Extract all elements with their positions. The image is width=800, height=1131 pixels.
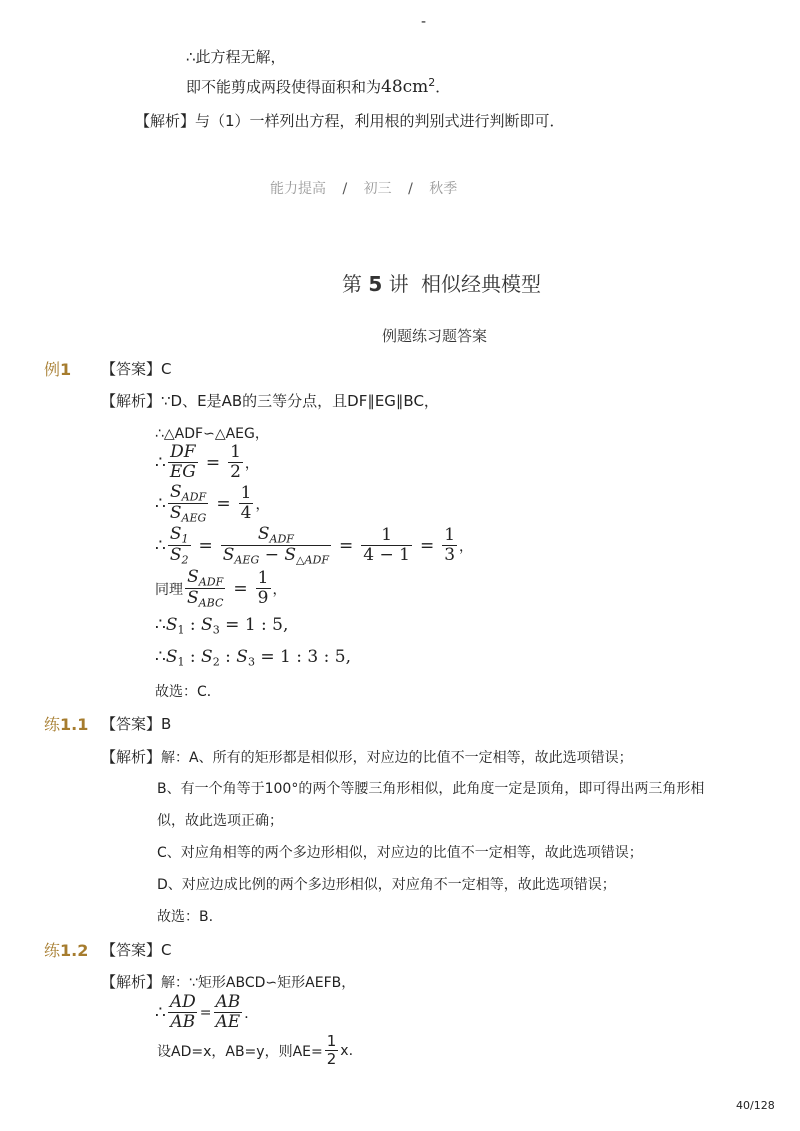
equals-sign: =	[205, 452, 221, 473]
exponent: 2	[428, 76, 436, 89]
conclusion: 故选：C．	[155, 684, 221, 700]
subscript: ADF	[269, 532, 294, 546]
answer-value: C	[161, 360, 172, 378]
denominator: 3	[444, 545, 456, 566]
analysis-text: 解：∵矩形ABCD∽矩形AEFB，	[161, 975, 356, 991]
text-fragment: 即不能剪成两段使得面积和为	[186, 78, 382, 96]
fraction	[325, 1034, 339, 1067]
fraction: $\frac{S_{ADF}}{S_{AEG} - S_{\triangle ADF}}$	[222, 524, 330, 567]
breadcrumb-separator: /	[408, 181, 413, 197]
subscript: ADF	[181, 490, 207, 504]
breadcrumb-item: 能力提高	[270, 181, 326, 197]
page-number: 40/128	[736, 1099, 775, 1112]
fraction	[228, 444, 243, 482]
ratio-value: 1 : 3 : 5,	[280, 647, 351, 667]
numerator: 1	[230, 442, 241, 462]
text-fragment: ．	[435, 78, 451, 96]
equals-sign: =	[216, 494, 231, 515]
chapter-number: 5	[368, 272, 383, 296]
text-line: 似，故此选项正确；	[157, 813, 283, 829]
chapter-title	[342, 268, 541, 297]
ratio-value: 1 : 5,	[244, 615, 289, 635]
label-char: 练	[44, 715, 61, 734]
subscript: △ADF	[296, 553, 330, 567]
equals-sign: =	[339, 536, 354, 557]
analysis-tag: 【解析】	[101, 392, 162, 410]
practice-label	[44, 712, 88, 735]
answer-line	[101, 939, 172, 960]
text-line: D、对应边成比例的两个多边形相似，对应角不一定相等，故此选项错误；	[157, 877, 616, 893]
numerator: AD	[169, 992, 196, 1012]
comma: ，	[272, 582, 287, 599]
denominator: 4 − 1	[363, 545, 410, 566]
chapter-mid: 讲	[388, 272, 409, 296]
breadcrumb-item: 初三	[363, 181, 392, 197]
breadcrumb-separator: /	[342, 181, 348, 197]
label-char: 练	[44, 941, 61, 960]
fraction: $\frac{S_{ADF}}{S_{ABC}}$	[187, 567, 224, 610]
text-line: B、有一个角等于100°的两个等腰三角形相似，此角度一定是顶角，即可得出两三角形相	[157, 781, 705, 797]
comma: ，	[255, 497, 270, 514]
analysis-tag: 【解析】	[101, 748, 162, 766]
math-value: 48cm	[381, 77, 429, 97]
answer-tag: 【答案】	[101, 715, 162, 733]
therefore-symbol: ∴	[155, 494, 166, 515]
text-fragment: x.	[340, 1042, 354, 1059]
analysis-line	[101, 746, 633, 767]
label-number: 1.2	[60, 941, 89, 960]
answer-line	[101, 358, 172, 379]
fraction: $\frac{S_1}{S_2}$	[169, 524, 189, 567]
equals-sign: =	[419, 536, 435, 557]
formula-line	[155, 526, 473, 566]
fraction	[442, 527, 457, 565]
chapter-name: 相似经典模型	[421, 272, 541, 296]
analysis-line	[101, 390, 439, 411]
text-line	[157, 1034, 353, 1067]
text-fragment: 设AD=x，AB=y，则AE=	[157, 1043, 323, 1060]
fraction	[213, 994, 242, 1032]
formula-line	[155, 444, 259, 482]
analysis-text: ∵D、E是AB的三等分点，且DF∥EG∥BC，	[161, 392, 439, 410]
comma: ，	[244, 455, 259, 472]
comma: ，	[459, 539, 474, 556]
text-line: ∴△ADF∽△AEG，	[155, 426, 269, 442]
section-subtitle: 例题练习题答案	[382, 327, 488, 345]
analysis-line	[101, 971, 355, 992]
header-mark: -	[421, 14, 427, 30]
analysis-tag: 【解析】	[101, 973, 162, 991]
answer-tag: 【答案】	[101, 360, 162, 378]
fraction: $\frac{S_{ADF}}{S_{AEG}}$	[169, 482, 207, 525]
label-char: 例	[44, 360, 61, 379]
equals-sign: =	[233, 579, 248, 600]
answer-tag: 【答案】	[101, 941, 162, 959]
text-line: ∴此方程无解，	[186, 48, 286, 66]
denominator: AB	[170, 1011, 196, 1032]
numerator: 1	[240, 483, 252, 504]
subscript: ADF	[198, 575, 224, 589]
numerator: 1	[257, 568, 269, 589]
fraction	[239, 485, 254, 523]
answer-value: C	[161, 941, 172, 959]
therefore-symbol: ∴	[155, 647, 166, 667]
analysis-text: 与（1）一样列出方程，利用根的判别式进行判断即可．	[195, 112, 565, 130]
therefore-symbol: ∴	[155, 452, 166, 473]
numerator: 1	[326, 1032, 337, 1050]
analysis-tag: 【解析】	[135, 112, 196, 130]
example-label	[44, 357, 71, 380]
fraction	[168, 994, 198, 1032]
analysis-text: 解：A、所有的矩形都是相似形，对应边的比值不一定相等，故此选项错误；	[161, 750, 633, 766]
label-number: 1	[60, 360, 72, 379]
label-number: 1.1	[60, 715, 89, 734]
text-line	[186, 76, 450, 97]
equals-sign: =	[198, 536, 213, 557]
breadcrumb-item: 秋季	[429, 181, 458, 197]
breadcrumb	[270, 178, 457, 198]
numerator: 1	[444, 525, 456, 546]
fraction	[361, 527, 412, 565]
formula-line	[155, 994, 258, 1032]
formula-line: $\therefore S_1$ : $S_2$ : $S_3 = 1$ : 3 : 5,	[155, 647, 351, 669]
therefore-symbol: ∴	[155, 536, 166, 557]
denominator: EG	[169, 461, 196, 482]
conclusion: 故选：B.	[157, 909, 214, 925]
chapter-prefix: 第	[342, 272, 362, 296]
answer-value: B	[161, 715, 172, 733]
formula-line: $\therefore S_1$ : $S_3 = 1$ : 5,	[155, 615, 289, 637]
denominator: 9	[257, 588, 269, 609]
text-fragment: 同理	[155, 582, 183, 599]
subscript: AEG	[181, 511, 207, 525]
formula-line	[155, 569, 287, 609]
text-line: C、对应角相等的两个多边形相似，对应边的比值不一定相等，故此选项错误；	[157, 845, 643, 861]
numerator: 1	[381, 525, 393, 546]
subscript: 2	[181, 553, 189, 567]
therefore-symbol: ∴	[155, 615, 166, 635]
subscript: AEG	[234, 553, 260, 567]
formula-line	[155, 484, 269, 524]
numerator: DF	[170, 442, 196, 462]
denominator: 2	[326, 1049, 337, 1068]
denominator: 4	[240, 503, 252, 524]
practice-label	[44, 938, 88, 961]
denominator: AE	[215, 1011, 241, 1032]
subscript: 1	[181, 532, 189, 546]
fraction	[168, 444, 198, 482]
equals-sign: =	[199, 1004, 212, 1021]
denominator: 2	[230, 461, 241, 482]
period: ．	[244, 1005, 259, 1022]
subscript: ABC	[198, 596, 224, 610]
analysis-line	[135, 110, 565, 131]
therefore-symbol: ∴	[155, 1002, 166, 1023]
fraction	[256, 570, 271, 608]
numerator: AB	[215, 992, 241, 1012]
answer-line	[101, 713, 171, 734]
